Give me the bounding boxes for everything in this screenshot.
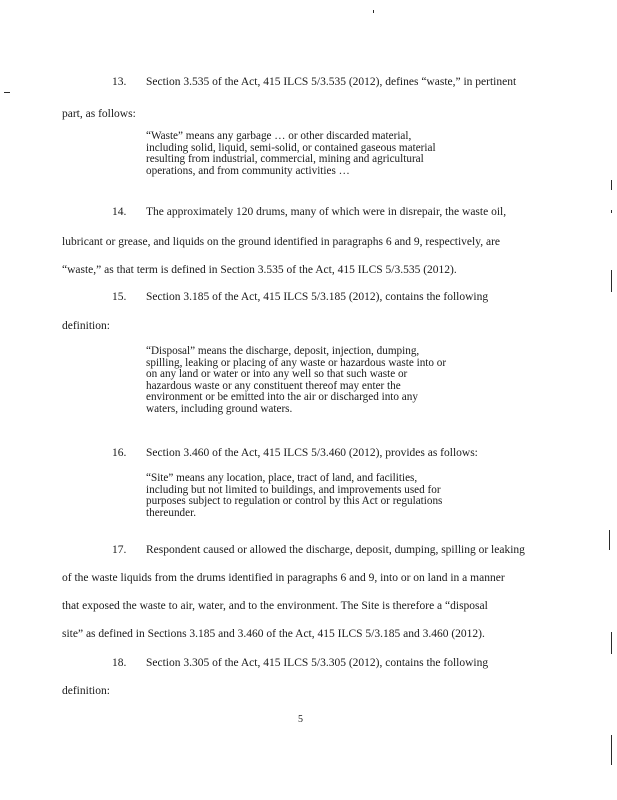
- quote-line: waters, including ground waters.: [146, 402, 293, 415]
- quote-line: including but not limited to buildings, and improvements used for: [146, 483, 441, 496]
- paragraph-16-line-1: Section 3.460 of the Act, 415 ILCS 5/3.460 (2012), provides as follows:: [146, 447, 478, 459]
- site-definition-quote: [146, 473, 466, 519]
- paragraph-13-number: 13.: [112, 76, 127, 88]
- paragraph-15-line-1: Section 3.185 of the Act, 415 ILCS 5/3.185 (2012), contains the following: [146, 291, 489, 303]
- disposal-definition-quote: [146, 346, 466, 416]
- quote-line: on any land or water or into any well so that such waste or: [146, 368, 408, 381]
- quote-line: purposes subject to regulation or control by this Act or regulations: [146, 495, 443, 508]
- quote-line: environment or be emitted into the air or discharged into any: [146, 391, 418, 404]
- scan-artifact: [611, 270, 612, 292]
- quote-line: spilling, leaking or placing of any waste or hazardous waste into or: [146, 356, 447, 369]
- scan-artifact: [611, 632, 612, 654]
- paragraph-14-line-3: “waste,” as that term is defined in Section 3.535 of the Act, 415 ILCS 5/3.535 (2012).: [62, 264, 457, 276]
- waste-definition-quote: [146, 131, 470, 177]
- page-number: 5: [298, 714, 303, 725]
- scan-artifact: [611, 210, 612, 213]
- quote-line: resulting from industrial, commercial, mining and agricultural: [146, 153, 424, 166]
- paragraph-17-line-2: of the waste liquids from the drums identified in paragraphs 6 and 9, into or on land in a manner: [62, 572, 505, 584]
- quote-line: “Waste” means any garbage … or other discarded material,: [146, 130, 412, 142]
- quote-line: operations, and from community activities …: [146, 164, 350, 177]
- quote-line: “Disposal” means the discharge, deposit, injection, dumping,: [146, 345, 420, 357]
- quote-line: including solid, liquid, semi-solid, or contained gaseous material: [146, 141, 436, 154]
- quote-line: “Site” means any location, place, tract of land, and facilities,: [146, 472, 418, 484]
- scan-artifact: [609, 530, 610, 550]
- paragraph-14-line-1: The approximately 120 drums, many of which were in disrepair, the waste oil,: [146, 206, 507, 218]
- quote-line: thereunder.: [146, 506, 197, 519]
- scan-artifact: [4, 92, 10, 93]
- paragraph-13-line-2: part, as follows:: [62, 108, 136, 120]
- paragraph-13-line-1: Section 3.535 of the Act, 415 ILCS 5/3.535 (2012), defines “waste,” in pertinent: [146, 76, 517, 88]
- paragraph-15-number: 15.: [112, 291, 127, 303]
- paragraph-17-number: 17.: [112, 544, 127, 556]
- scan-artifact: [611, 735, 612, 765]
- scan-artifact: [611, 180, 612, 190]
- quote-line: hazardous waste or any constituent thereof may enter the: [146, 379, 401, 392]
- paragraph-14-number: 14.: [112, 206, 127, 218]
- paragraph-14-line-2: lubricant or grease, and liquids on the ground identified in paragraphs 6 and 9, respectively, are: [62, 236, 501, 248]
- paragraph-18-number: 18.: [112, 657, 127, 669]
- paragraph-15-line-2: definition:: [62, 320, 110, 332]
- paragraph-17-line-3: that exposed the waste to air, water, and to the environment. The Site is therefore a “disposal: [62, 600, 488, 612]
- paragraph-18-line-2: definition:: [62, 685, 110, 697]
- paragraph-18-line-1: Section 3.305 of the Act, 415 ILCS 5/3.305 (2012), contains the following: [146, 657, 489, 669]
- scan-artifact: [373, 10, 374, 13]
- paragraph-17-line-1: Respondent caused or allowed the discharge, deposit, dumping, spilling or leaking: [146, 544, 525, 556]
- paragraph-16-number: 16.: [112, 447, 127, 459]
- paragraph-17-line-4: site” as defined in Sections 3.185 and 3.460 of the Act, 415 ILCS 5/3.185 and 3.460 (2012).: [62, 628, 485, 640]
